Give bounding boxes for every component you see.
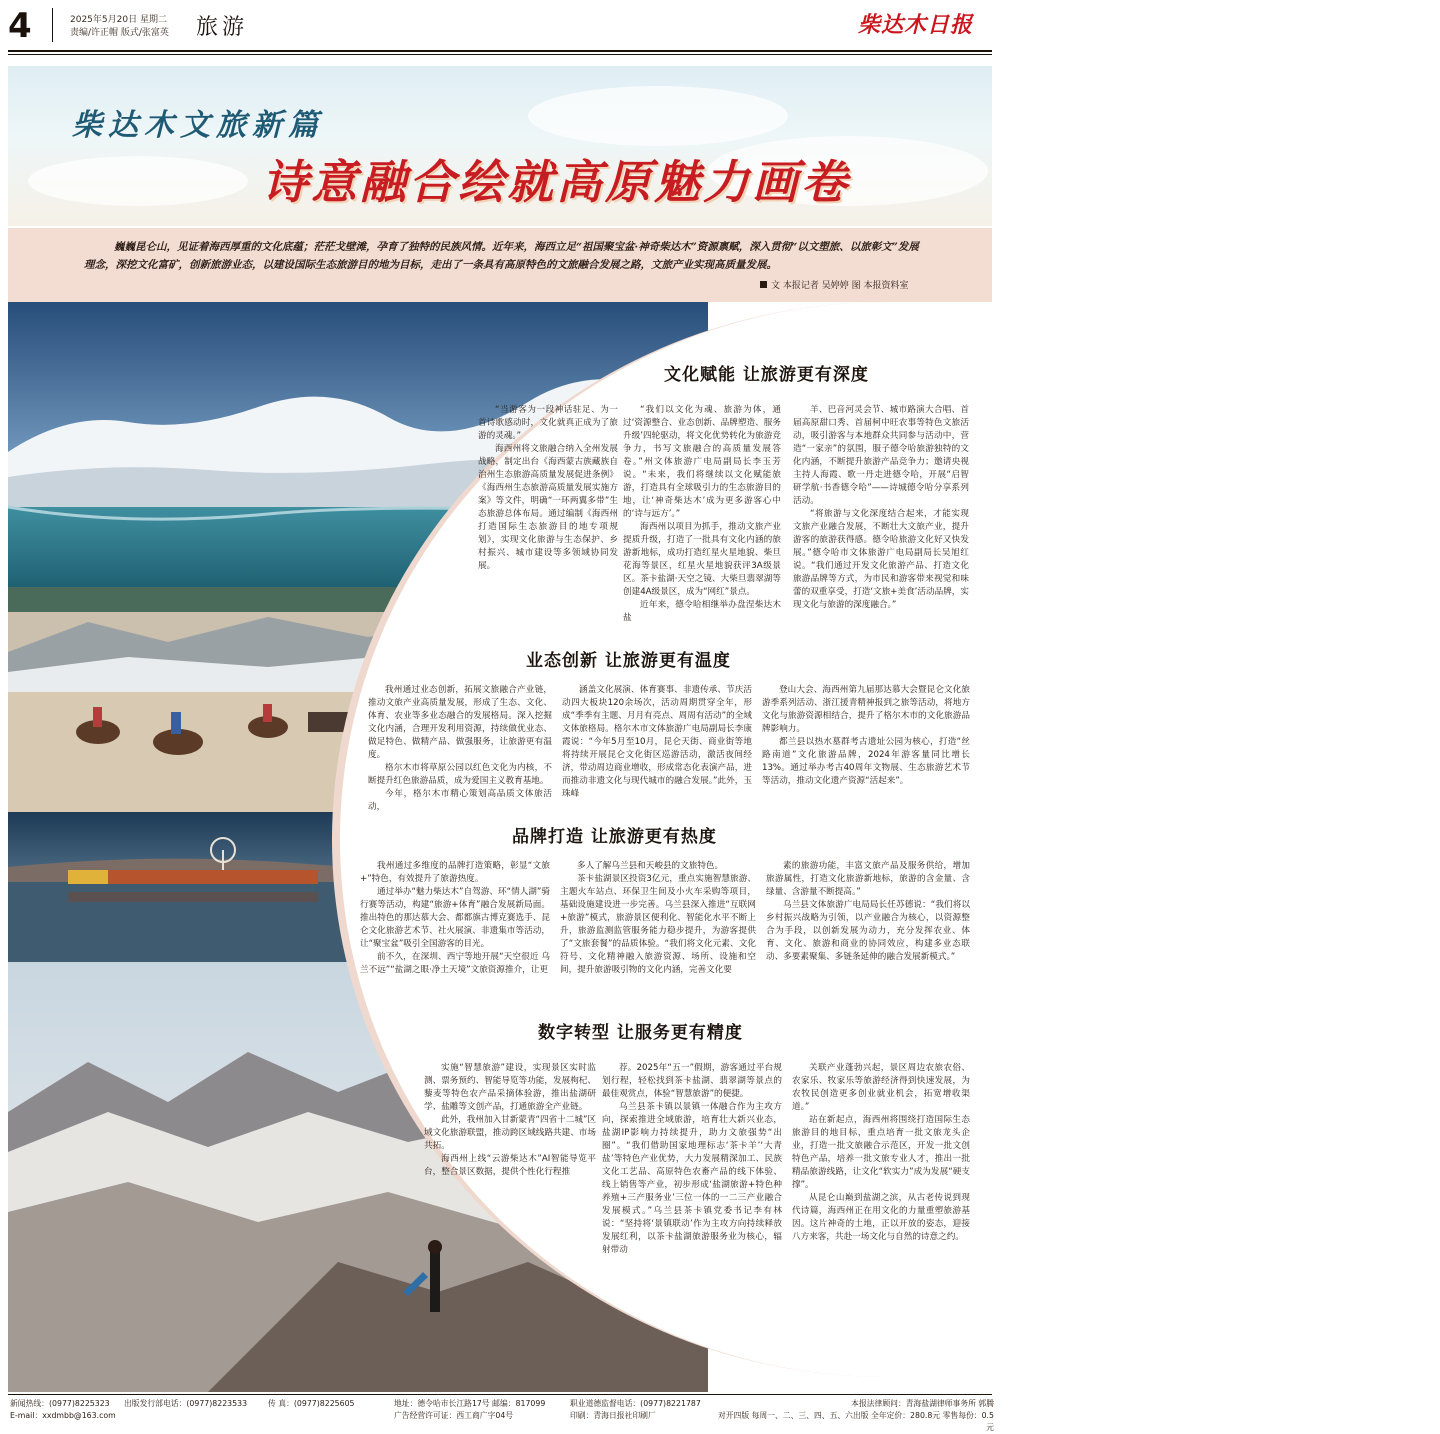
paragraph: 乌兰县文体旅游广电局局长任苏德说：“我们将以乡村振兴战略为引领，以产业融合为核心，以资源整合为手段，以创新发展为动力，充分发挥农业、体育、文化、旅游和商业的协同效应，构建多业态联动、多要素聚集、多链条延伸的融合发展新模式。” xyxy=(766,900,970,962)
paragraph: 乌兰县茶卡镇以景镇一体融合作为主攻方向，探索推进全域旅游，培育壮大新兴业态，盐湖IP影响力持续提升，助力文旅强势“出圈”。“我们借助国家地理标志‘茶卡羊’‘大青盐’等特色产业优势，大力发展精深加工、民族文化工艺品、高原特色农畜产品的线下体验、线上销售等产业，初步形成‘盐湖旅游+特色种养殖+三产服务业’三位一体的一二三产业融合发展模式。”乌兰县茶卡镇党委书记李有林说：“坚持将‘景镇联动’作为主攻方向持续释放发展红利，以茶卡盐湖旅游服务业为核心，辐射带动 xyxy=(602,1102,782,1255)
footer-hotline xyxy=(10,1398,120,1422)
header-rule-thin xyxy=(8,54,992,55)
paragraph: 海西州将文旅融合纳入全州发展战略，制定出台《海西蒙古族藏族自治州生态旅游高质量发展促进条例》《海西州生态旅游高质量发展实施方案》等文件，明确“一环两翼多带”生态旅游总体布局。通过编制《海西州打造国际生态旅游目的地专项规划》，实现文化旅游与生态保护、乡村振兴、城市建设等多领域协同发展。 xyxy=(478,444,618,571)
paragraph: 都兰县以热水墓群考古遗址公园为核心，打造“丝路南道”文化旅游品牌，2024年游客量同比增长13%。通过举办考古40周年文物展、生态旅游艺术节等活动，推动文化遗产资源“活起来”。 xyxy=(762,737,970,786)
footer-text: 对开四版 每周一、二、三、四、五、六出版 全年定价：280.8元 零售每份：0.5元 xyxy=(717,1411,994,1432)
section-heading-brand: 品牌打造 让旅游更有热度 xyxy=(512,827,717,847)
article-column xyxy=(424,1062,596,1278)
paragraph: 实施“智慧旅游”建设，实现景区实时监测、票务预约、智能导览等功能，发展枸杞、藜麦等特色农产品采摘体验游，推出盐湖研学、盐雕等文创产品，打通旅游全产业链。 xyxy=(424,1063,596,1112)
footer-legal-price xyxy=(714,1398,994,1434)
paragraph: 素的旅游功能，丰富文旅产品及服务供给，增加旅游属性，打造文化旅游新地标，旅游的含金量、含绿量、含游量不断提高。” xyxy=(766,861,970,897)
paragraph: “将旅游与文化深度结合起来，才能实现文旅产业融合发展，不断壮大文旅产业，提升游客的旅游获得感。德令哈旅游文化好又快发展。”德令哈市文体旅游广电局副局长吴旭红说。“我们通过开发文化旅游产品、打造文化旅游品牌等方式，为市民和游客带来视觉和味蕾的双重享受，打造‘文旅+美食’活动品牌，实现文化与旅游的深度融合。” xyxy=(793,509,969,610)
paragraph: 通过举办“魅力柴达木”自驾游、环“情人湖”骑行赛等活动，构建“旅游+体育”融合发展新局面。推出特色的那达慕大会、都都旗古博克赛选手、昆仑文化旅游艺术节、社火展演、非遗集市等活动，让“聚宝盆”吸引全国游客的目光。 xyxy=(360,887,550,949)
paragraph: “当游客为一段神话驻足、为一首诗歌感动时，文化就真正成为了旅游的灵魂。” xyxy=(478,405,618,441)
footer-address xyxy=(394,1398,564,1422)
issue-date: 2025年5月20日 星期二 xyxy=(70,15,167,25)
byline: 文 本报记者 吴婷婷 图 本报资料室 xyxy=(760,278,908,291)
footer-fax xyxy=(268,1398,388,1410)
article-column xyxy=(562,684,752,804)
paragraph: 荐。2025年“五一”假期，游客通过平台规划行程，轻松找到茶卡盐湖、翡翠湖等景点的最佳观赏点，体验“智慧旅游”的便捷。 xyxy=(602,1063,782,1099)
masthead-logo: 柴达木日报 xyxy=(858,12,974,38)
footer-text: 职业道德监督电话：(0977)8221787 xyxy=(570,1399,701,1408)
footer-text: 本报法律顾问：青海盐湖律师事务所 郭腾 xyxy=(851,1399,994,1408)
paragraph: 此外，我州加入甘新蒙青“四省十二城”区域文化旅游联盟，推动跨区域线路共建、市场共拓。 xyxy=(424,1115,596,1151)
header-divider xyxy=(52,8,53,42)
article-column xyxy=(766,860,970,1010)
kicker-title: 柴达木文旅新篇 xyxy=(72,108,324,143)
article-column xyxy=(560,860,756,1010)
editor-credit: 责编/许正帽 版式/张富英 xyxy=(70,28,169,38)
intro-paragraph: 巍巍昆仑山，见证着海西厚重的文化底蕴；茫茫戈壁滩，孕育了独特的民族风情。近年来，海西立足“祖国聚宝盆·神奇柴达木”资源禀赋，深入贯彻“以文塑旅、以旅彰文”发展理念，深挖文化富矿，创新旅游业态，以建设国际生态旅游目的地为目标，走出了一条具有高原特色的文旅融合发展之路，文旅产业实现高质量发展。 xyxy=(84,241,919,271)
header-rule xyxy=(8,50,992,52)
paragraph: 登山大会、海西州第九届那达慕大会暨昆仑文化旅游季系列活动、浙江援青精神报到之旅等活动，将地方文化与旅游资源相结合，提升了格尔木市的文化旅游品牌影响力。 xyxy=(762,685,970,734)
footer-text: 广告经营许可证：西工商广字04号 xyxy=(394,1411,514,1420)
paragraph: 前不久，在深圳、西宁等地开展“天空很近 乌兰不远”“盐湖之眼·净土天境”文旅资源推介，让更 xyxy=(360,952,550,975)
paragraph: 海西州上线“云游柴达木”AI智能导览平台，整合景区数据，提供个性化行程推 xyxy=(424,1154,596,1177)
footer-supervision xyxy=(570,1398,710,1422)
footer-text: 出版发行部电话：(0977)8223533 xyxy=(124,1399,248,1408)
article-column xyxy=(360,860,550,1010)
paragraph: 多人了解乌兰县和天峻县的文旅特色。 xyxy=(577,861,724,871)
footer-text: 传 真：(0977)8225605 xyxy=(268,1399,355,1408)
footer-text: E-mail：xxdmbb@163.com xyxy=(10,1411,116,1420)
page-number: 4 xyxy=(8,6,32,46)
footer-rule xyxy=(8,1394,992,1395)
paragraph: 从昆仑山巅到盐湖之滨，从古老传说到现代诗篇，海西州正在用文化的力量重塑旅游基因。这片神奇的土地，正以开放的姿态，迎接八方来客，共赴一场文化与自然的诗意之约。 xyxy=(792,1193,970,1242)
paragraph: 涵盖文化展演、体育赛事、非遗传承、节庆活动四大板块120余场次，活动周期贯穿全年，形成“季季有主题、月月有亮点、周周有活动”的全域文体旅格局。格尔木市文体旅游广电局副局长李康霞说：“今年5月至10月，昆仑天街、商业街等地将持续开展昆仑文化街区巡游活动，激活夜间经济，带动周边商业增收，形成常态化表演产品，进而推动非遗文化与现代城市的融合发展。”此外，玉珠峰 xyxy=(562,685,752,799)
paragraph: “我们以文化为魂、旅游为体，通过‘资源整合、业态创新、品牌塑造、服务升级’四轮驱动，将文化优势转化为旅游竞争力，书写文旅融合的高质量发展答卷。”州文体旅游广电局副局长李玉芳说。“未来，我们将继续以文化赋能旅游，打造具有全球吸引力的生态旅游目的地，让‘神奇柴达木’成为更多游客心中的‘诗与远方’。” xyxy=(623,405,781,519)
footer-distribution xyxy=(124,1398,264,1410)
article-column xyxy=(762,684,970,804)
article-column xyxy=(793,404,969,640)
header-meta xyxy=(70,14,169,40)
paragraph: 格尔木市将草原公园以红色文化为内核，不断提升红色旅游品质，成为爱国主义教育基地。 xyxy=(368,763,552,786)
paragraph: 茶卡盐湖景区投资3亿元，重点实施智慧旅游、主题火车站点、环保卫生间及小火车采购等项目，基础设施建设进一步完善。乌兰县深入推进“互联网+旅游”模式，旅游景区便利化、智能化水平不断上升，旅游监测监管服务能力稳步提升，为游客提供了“文旅套餐”的品质体验。“我们将文化元素、文化符号、文化精神融入旅游资源、场所、设施和空间，提升旅游吸引物的文化内涵，完善文化要 xyxy=(560,874,756,975)
paragraph: 近年来，德令哈相继举办盘涅柴达木盐 xyxy=(623,600,781,623)
article-column xyxy=(602,1062,782,1278)
paragraph: 站在新起点，海西州将围绕打造国际生态旅游目的地目标，重点培育一批文旅龙头企业，打造一批文旅融合示范区，开发一批文创特色产品，培养一批文旅专业人才，推出一批精品旅游线路，让文化“软实力”成为发展“硬支撑”。 xyxy=(792,1115,970,1190)
section-name: 旅游 xyxy=(196,15,249,40)
cloud-decoration xyxy=(528,86,788,146)
section-heading-digital: 数字转型 让服务更有精度 xyxy=(538,1023,743,1043)
paragraph: 关联产业蓬勃兴起，景区周边农旅农俗、农家乐、牧家乐等旅游经济得到快速发展，为农牧民创造更多创业就业机会，拓宽增收渠道。” xyxy=(792,1063,970,1112)
paragraph: 海西州以项目为抓手，推动文旅产业提质升级，打造了一批具有文化内涵的旅游新地标，成功打造红星火星地貌、柴旦花海等景区，红星火星地貌获评3A级景区。茶卡盐湖·天空之镜、大柴旦翡翠湖等创建4A级景区，成为“网红”景点。 xyxy=(623,522,781,597)
article-column xyxy=(368,684,552,812)
paragraph: 羊、巴音河灵会节、城市路演大合唱、首届高原甜口秀、首届柯中旺农事等特色文旅活动，吸引游客与本地群众共同参与活动中，营造“一家亲”的氛围，服子德令哈旅游独特的文化内涵，不断提升旅游产品竞争力；邀请央视主持人海霞、歌一丹走进德令哈，开展“启智研学航·书香德令哈”——诗城德令哈分享系列活动。 xyxy=(793,405,969,506)
article-column xyxy=(623,404,781,640)
paragraph: 我州通过业态创新，拓展文旅融合产业链，推动文旅产业高质量发展，形成了生态、文化、体育、农业等多业态融合的发展格局。深入挖掘文化内涵，合理开发利用资源，持续做优业态、做足特色、做精产品、做强服务，让旅游更有温度。 xyxy=(368,685,552,760)
paragraph: 我州通过多维度的品牌打造策略，彰显“文旅+”特色，有效提升了旅游热度。 xyxy=(360,861,550,884)
footer-text: 新闻热线：(0977)8225323 xyxy=(10,1399,110,1408)
cloud-decoration xyxy=(28,156,248,206)
section-heading-culture: 文化赋能 让旅游更有深度 xyxy=(664,365,869,385)
paragraph: 今年，格尔木市精心策划高品质文体旅活动， xyxy=(368,789,552,812)
article-column xyxy=(478,404,618,640)
footer-text: 地址：德令哈市长江路17号 邮编：817099 xyxy=(394,1399,546,1408)
page-headline: 诗意融合绘就高原魅力画卷 xyxy=(262,155,850,209)
footer-text: 印刷：青海日报社印刷厂 xyxy=(570,1411,656,1420)
article-column xyxy=(792,1062,970,1278)
section-heading-innovation: 业态创新 让旅游更有温度 xyxy=(526,651,731,671)
